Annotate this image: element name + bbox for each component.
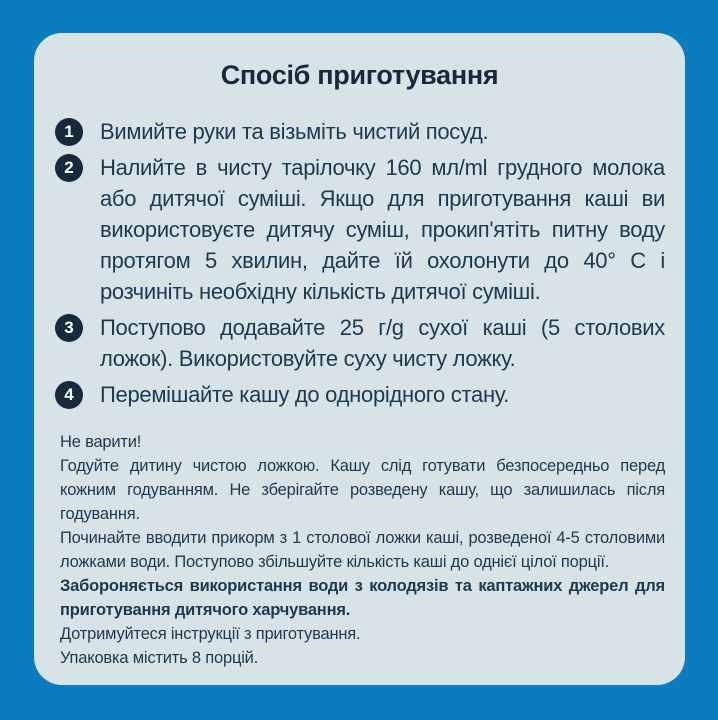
note-follow-instructions: Дотримуйтеся інструкції з приготування. [60,625,361,643]
note-do-not-boil: Не варити! [60,433,142,451]
step-number-badge: 2 [55,154,83,182]
note-introduction: Починайте вводити прикорм з 1 столової ложки каші, розведеної 4-5 столовими ложками води. Поступово збільшуйте кількість каші до однієї цілої порції. [60,529,665,571]
step-text: Перемішайте кашу до однорідного стану. [100,382,510,407]
note-water-warning: Забороняється використання води з колодязів та каптажних джерел для приготування дитячого харчування. [60,577,665,619]
steps-list [34,116,665,410]
note-feeding: Годуйте дитину чистою ложкою. Кашу слід готувати безпосередньо перед кожним годуванням. Не зберігайте розведену кашу, що залишилась після годування. [60,457,665,523]
step-text: Налийте в чисту тарілочку 160 мл/ml грудного молока або дитячої суміші. Якщо для приготування каші ви використовуєте дитячу суміш, прокип'ятіть питну воду протягом 5 хвилин, дайте їй охолонути до 40° С і розчиніть необхідну кількість дитячої суміші. [100,155,665,304]
step-number-badge: 3 [55,314,83,342]
step-number-badge: 4 [55,381,83,409]
step-item-4 [55,379,665,410]
page-title: Спосіб приготування [220,60,499,90]
step-item-2 [55,152,665,307]
step-text: Вимийте руки та візьміть чистий посуд. [100,119,489,144]
instructions-card [34,33,685,685]
notes-section [34,430,665,670]
step-item-1 [55,116,665,147]
step-text: Поступово додавайте 25 г/g сухої каші (5 столових ложок). Використовуйте суху чисту ложку. [100,315,665,371]
step-number-badge: 1 [55,118,83,146]
step-item-3 [55,312,665,374]
note-portions: Упаковка містить 8 порцій. [60,649,259,667]
